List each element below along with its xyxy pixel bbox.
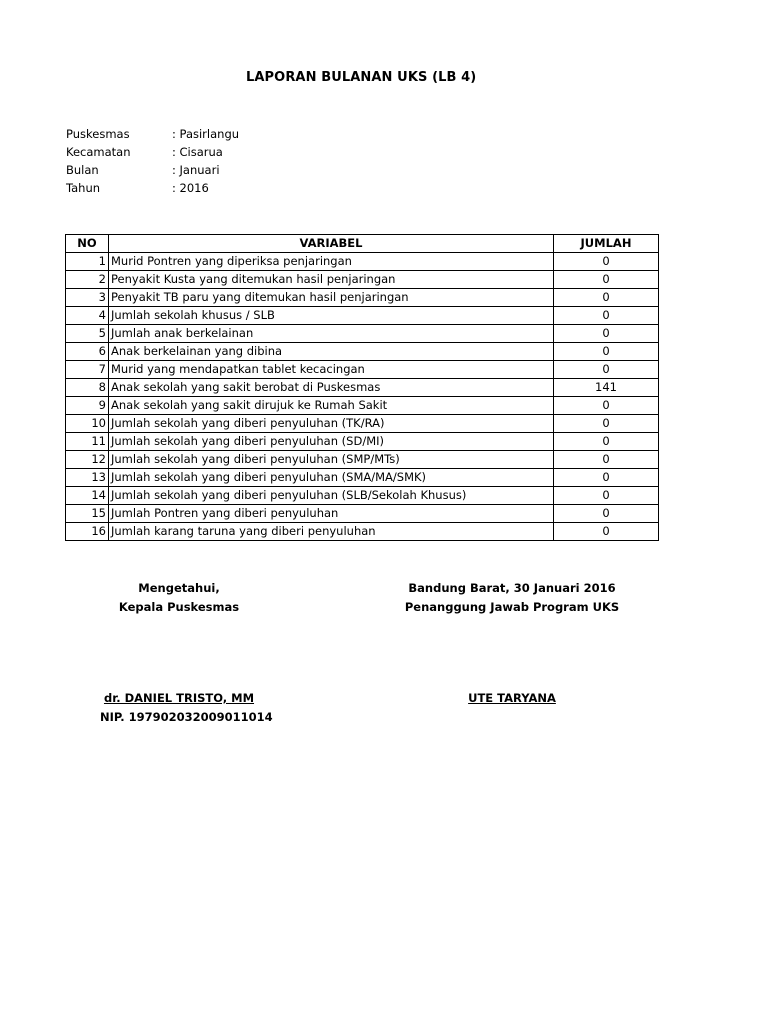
row-no: 1 [66, 253, 109, 271]
row-no: 13 [66, 469, 109, 487]
row-variabel: Jumlah anak berkelainan [109, 325, 554, 343]
info-row-tahun [66, 179, 239, 197]
signature-left-block [100, 689, 273, 727]
row-jumlah: 0 [554, 451, 659, 469]
row-no: 15 [66, 505, 109, 523]
info-label: Tahun [66, 181, 101, 195]
info-value: : Pasirlangu [172, 127, 240, 141]
header-jumlah: JUMLAH [554, 235, 659, 253]
info-label: Puskesmas [66, 127, 130, 141]
table-row [66, 361, 659, 379]
row-jumlah: 0 [554, 271, 659, 289]
row-no: 11 [66, 433, 109, 451]
row-variabel: Anak sekolah yang sakit dirujuk ke Rumah Sakit [109, 397, 554, 415]
info-value: : Januari [172, 163, 220, 177]
row-variabel: Jumlah sekolah yang diberi penyuluhan (SMP/MTs) [109, 451, 554, 469]
info-row-puskesmas [66, 125, 239, 143]
row-jumlah: 0 [554, 523, 659, 541]
signature-left-nip: NIP. 197902032009011014 [100, 710, 273, 724]
signature-left-line2: Kepala Puskesmas [118, 600, 240, 614]
row-no: 6 [66, 343, 109, 361]
row-jumlah: 0 [554, 469, 659, 487]
row-jumlah: 0 [554, 505, 659, 523]
row-variabel: Murid yang mendapatkan tablet kecacingan [109, 361, 554, 379]
report-title: LAPORAN BULANAN UKS (LB 4) [246, 70, 477, 85]
table-row [66, 451, 659, 469]
row-no: 5 [66, 325, 109, 343]
header-no: NO [66, 235, 109, 253]
row-no: 4 [66, 307, 109, 325]
signature-right-name: UTE TARYANA [468, 691, 556, 705]
row-variabel: Jumlah sekolah yang diberi penyuluhan (TK/RA) [109, 415, 554, 433]
row-no: 14 [66, 487, 109, 505]
row-jumlah: 0 [554, 433, 659, 451]
info-row-bulan [66, 161, 239, 179]
report-info [66, 125, 239, 197]
signature-left-name: dr. DANIEL TRISTO, MM [103, 691, 255, 705]
table-row [66, 379, 659, 397]
signature-right-line2: Penanggung Jawab Program UKS [404, 600, 620, 614]
row-no: 10 [66, 415, 109, 433]
signature-right-block [398, 689, 626, 708]
row-jumlah: 0 [554, 253, 659, 271]
report-table [65, 234, 659, 541]
signature-right-line1: Bandung Barat, 30 Januari 2016 [408, 581, 616, 595]
table-body [66, 253, 659, 541]
info-label: Bulan [66, 163, 99, 177]
table-row [66, 487, 659, 505]
row-variabel: Jumlah sekolah yang diberi penyuluhan (SMA/MA/SMK) [109, 469, 554, 487]
table-row [66, 253, 659, 271]
table-row [66, 415, 659, 433]
row-jumlah: 0 [554, 343, 659, 361]
row-jumlah: 0 [554, 289, 659, 307]
info-value: : Cisarua [172, 145, 223, 159]
row-variabel: Jumlah sekolah yang diberi penyuluhan (SLB/Sekolah Khusus) [109, 487, 554, 505]
row-variabel: Penyakit TB paru yang ditemukan hasil penjaringan [109, 289, 554, 307]
table-row [66, 343, 659, 361]
signature-left-heading [100, 579, 258, 617]
row-variabel: Anak sekolah yang sakit berobat di Puskesmas [109, 379, 554, 397]
row-variabel: Murid Pontren yang diperiksa penjaringan [109, 253, 554, 271]
table-row [66, 397, 659, 415]
info-value: : 2016 [172, 181, 209, 195]
row-variabel: Jumlah karang taruna yang diberi penyuluhan [109, 523, 554, 541]
row-no: 8 [66, 379, 109, 397]
row-jumlah: 0 [554, 397, 659, 415]
row-variabel: Penyakit Kusta yang ditemukan hasil penjaringan [109, 271, 554, 289]
signature-right-heading [398, 579, 626, 617]
row-no: 7 [66, 361, 109, 379]
header-variabel: VARIABEL [109, 235, 554, 253]
row-jumlah: 0 [554, 361, 659, 379]
row-variabel: Jumlah sekolah khusus / SLB [109, 307, 554, 325]
info-row-kecamatan [66, 143, 239, 161]
table-row [66, 469, 659, 487]
info-label: Kecamatan [66, 145, 131, 159]
table-row [66, 325, 659, 343]
row-jumlah: 0 [554, 325, 659, 343]
row-variabel: Anak berkelainan yang dibina [109, 343, 554, 361]
table-row [66, 271, 659, 289]
table-row [66, 307, 659, 325]
row-jumlah: 0 [554, 487, 659, 505]
table-row [66, 289, 659, 307]
row-jumlah: 0 [554, 307, 659, 325]
row-no: 9 [66, 397, 109, 415]
table-row [66, 523, 659, 541]
row-no: 3 [66, 289, 109, 307]
row-no: 16 [66, 523, 109, 541]
table-header-row [66, 235, 659, 253]
row-variabel: Jumlah sekolah yang diberi penyuluhan (SD/MI) [109, 433, 554, 451]
table-row [66, 433, 659, 451]
row-jumlah: 141 [554, 379, 659, 397]
table-row [66, 505, 659, 523]
row-variabel: Jumlah Pontren yang diberi penyuluhan [109, 505, 554, 523]
signature-left-line1: Mengetahui, [138, 581, 220, 595]
row-jumlah: 0 [554, 415, 659, 433]
row-no: 12 [66, 451, 109, 469]
row-no: 2 [66, 271, 109, 289]
